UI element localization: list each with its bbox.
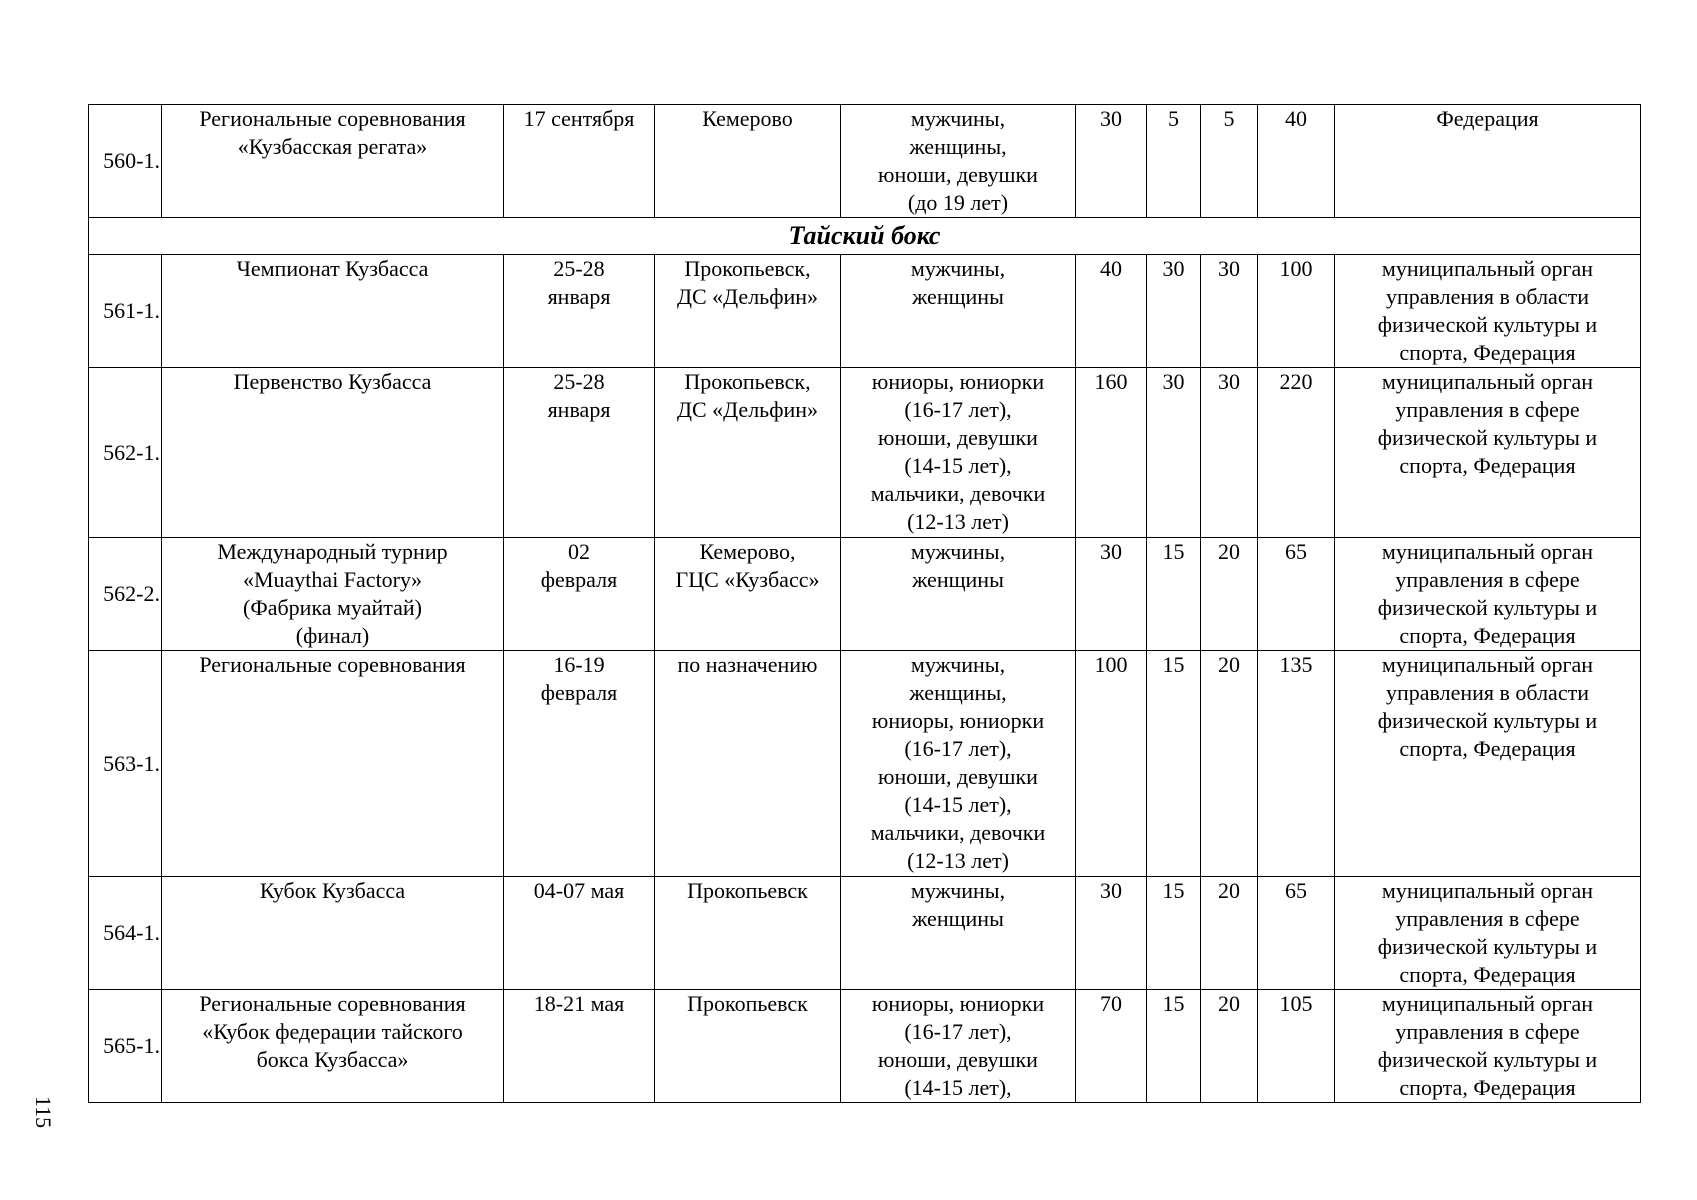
count-total: 100 bbox=[1258, 255, 1335, 368]
event-organizer: муниципальный орган управления в области физической культуры и спорта, Федерация bbox=[1335, 651, 1641, 877]
count-2: 30 bbox=[1147, 255, 1201, 368]
row-number: 562-1. bbox=[89, 368, 162, 538]
count-2: 5 bbox=[1147, 105, 1201, 218]
table-row bbox=[89, 877, 1641, 990]
event-name: Чемпионат Кузбасса bbox=[162, 255, 504, 368]
count-1: 70 bbox=[1076, 990, 1147, 1103]
count-3: 20 bbox=[1201, 877, 1258, 990]
count-1: 30 bbox=[1076, 105, 1147, 218]
event-place: Прокопьевск bbox=[655, 877, 841, 990]
event-place: Прокопьевск bbox=[655, 990, 841, 1103]
event-participants: юниоры, юниорки (16-17 лет), юноши, девушки (14-15 лет), bbox=[841, 990, 1076, 1103]
count-2: 15 bbox=[1147, 877, 1201, 990]
row-number: 564-1. bbox=[89, 877, 162, 990]
event-place: Прокопьевск, ДС «Дельфин» bbox=[655, 368, 841, 538]
event-name: Региональные соревнования «Кузбасская регата» bbox=[162, 105, 504, 218]
count-2: 15 bbox=[1147, 538, 1201, 651]
table-row bbox=[89, 538, 1641, 651]
event-organizer: муниципальный орган управления в области физической культуры и спорта, Федерация bbox=[1335, 255, 1641, 368]
table-row bbox=[89, 651, 1641, 877]
event-participants: мужчины, женщины bbox=[841, 255, 1076, 368]
row-number: 562-2. bbox=[89, 538, 162, 651]
event-name: Первенство Кузбасса bbox=[162, 368, 504, 538]
event-date: 02 февраля bbox=[504, 538, 655, 651]
event-place: Кемерово bbox=[655, 105, 841, 218]
count-1: 30 bbox=[1076, 877, 1147, 990]
event-participants: мужчины, женщины bbox=[841, 538, 1076, 651]
event-place: Прокопьевск, ДС «Дельфин» bbox=[655, 255, 841, 368]
row-number: 563-1. bbox=[89, 651, 162, 877]
event-date: 16-19 февраля bbox=[504, 651, 655, 877]
count-1: 30 bbox=[1076, 538, 1147, 651]
event-date: 25-28 января bbox=[504, 255, 655, 368]
event-date: 25-28 января bbox=[504, 368, 655, 538]
count-total: 65 bbox=[1258, 538, 1335, 651]
event-name: Кубок Кузбасса bbox=[162, 877, 504, 990]
event-name: Региональные соревнования «Кубок федерации тайского бокса Кузбасса» bbox=[162, 990, 504, 1103]
section-title: Тайский бокс bbox=[89, 218, 1641, 255]
event-participants: юниоры, юниорки (16-17 лет), юноши, девушки (14-15 лет), мальчики, девочки (12-13 лет) bbox=[841, 368, 1076, 538]
section-row bbox=[89, 218, 1641, 255]
event-date: 18-21 мая bbox=[504, 990, 655, 1103]
count-2: 30 bbox=[1147, 368, 1201, 538]
event-participants: мужчины, женщины, юноши, девушки (до 19 лет) bbox=[841, 105, 1076, 218]
count-3: 20 bbox=[1201, 990, 1258, 1103]
table-row bbox=[89, 990, 1641, 1103]
event-organizer: муниципальный орган управления в сфере физической культуры и спорта, Федерация bbox=[1335, 877, 1641, 990]
event-date: 17 сентября bbox=[504, 105, 655, 218]
events-table bbox=[88, 104, 1641, 1103]
count-total: 65 bbox=[1258, 877, 1335, 990]
event-name: Региональные соревнования bbox=[162, 651, 504, 877]
count-2: 15 bbox=[1147, 651, 1201, 877]
row-number: 565-1. bbox=[89, 990, 162, 1103]
event-date: 04-07 мая bbox=[504, 877, 655, 990]
count-3: 30 bbox=[1201, 368, 1258, 538]
event-organizer: муниципальный орган управления в сфере физической культуры и спорта, Федерация bbox=[1335, 368, 1641, 538]
count-3: 30 bbox=[1201, 255, 1258, 368]
count-1: 100 bbox=[1076, 651, 1147, 877]
event-participants: мужчины, женщины bbox=[841, 877, 1076, 990]
event-organizer: Федерация bbox=[1335, 105, 1641, 218]
count-3: 20 bbox=[1201, 538, 1258, 651]
event-name: Международный турнир «Muaythai Factory» (Фабрика муайтай) (финал) bbox=[162, 538, 504, 651]
count-3: 5 bbox=[1201, 105, 1258, 218]
count-total: 40 bbox=[1258, 105, 1335, 218]
event-place: Кемерово, ГЦС «Кузбасс» bbox=[655, 538, 841, 651]
count-1: 160 bbox=[1076, 368, 1147, 538]
event-organizer: муниципальный орган управления в сфере физической культуры и спорта, Федерация bbox=[1335, 538, 1641, 651]
count-total: 105 bbox=[1258, 990, 1335, 1103]
event-place: по назначению bbox=[655, 651, 841, 877]
table-row bbox=[89, 368, 1641, 538]
count-3: 20 bbox=[1201, 651, 1258, 877]
row-number: 560-1. bbox=[89, 105, 162, 218]
count-2: 15 bbox=[1147, 990, 1201, 1103]
count-total: 220 bbox=[1258, 368, 1335, 538]
event-organizer: муниципальный орган управления в сфере физической культуры и спорта, Федерация bbox=[1335, 990, 1641, 1103]
row-number: 561-1. bbox=[89, 255, 162, 368]
table-row bbox=[89, 255, 1641, 368]
count-1: 40 bbox=[1076, 255, 1147, 368]
table-row bbox=[89, 105, 1641, 218]
page-number: 115 bbox=[31, 1096, 56, 1129]
count-total: 135 bbox=[1258, 651, 1335, 877]
event-participants: мужчины, женщины, юниоры, юниорки (16-17 лет), юноши, девушки (14-15 лет), мальчики, девочки (12-13 лет) bbox=[841, 651, 1076, 877]
